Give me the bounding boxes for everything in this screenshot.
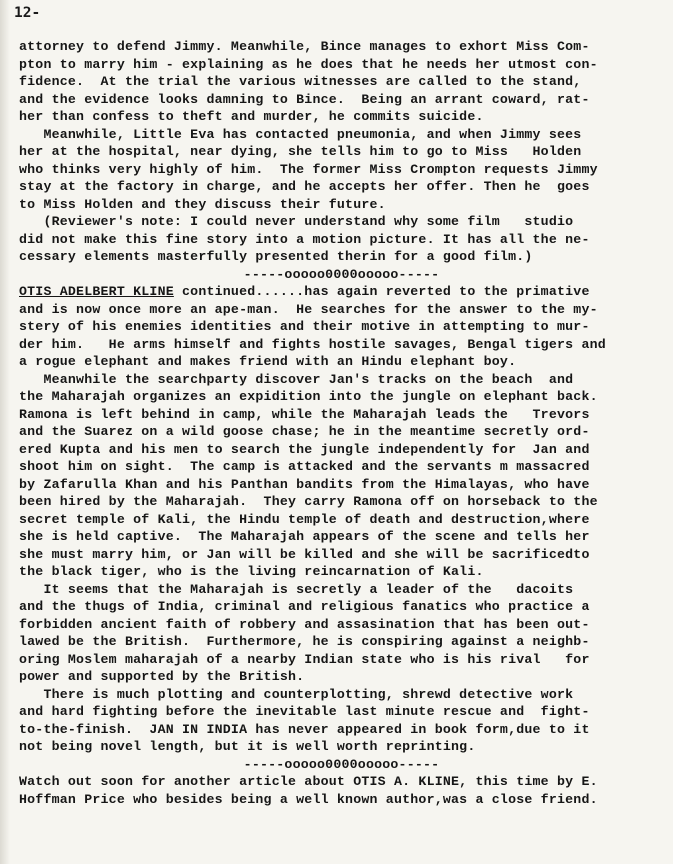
text-line: shoot him on sight. The camp is attacked and the servants m massacred bbox=[19, 459, 590, 474]
text-line: a rogue elephant and makes friend with an Hindu elephant boy. bbox=[19, 354, 517, 369]
text-line: by Zafarulla Khan and his Panthan bandits from the Himalayas, who have bbox=[19, 476, 590, 492]
text-line: Meanwhile the searchparty discover Jan's tracks on the beach and bbox=[19, 371, 574, 387]
text-line: the Maharajah organizes an expidition into the jungle on elephant back. bbox=[19, 389, 598, 404]
text-line: she must marry him, or Jan will be killed and she will be sacrificedto bbox=[19, 546, 590, 562]
text-line: and the Suarez on a wild goose chase; he in the meantime secretly ord- bbox=[19, 424, 590, 439]
text-line: not being novel length, but it is well worth reprinting. bbox=[19, 739, 476, 754]
text-line: secret temple of Kali, the Hindu temple of death and destruction,where bbox=[19, 511, 590, 527]
text-line: forbidden ancient faith of robbery and assasination that has been out- bbox=[19, 616, 590, 632]
text-line: to-the-finish. JAN IN INDIA has never appeared in book form,due to it bbox=[19, 721, 590, 737]
text-line: her than confess to theft and murder, he commits suicide. bbox=[19, 109, 484, 124]
paragraph-trial bbox=[19, 38, 664, 126]
text-line: continued......has again reverted to the primative bbox=[173, 284, 590, 299]
text-line: been hired by the Maharajah. They carry Ramona off on horseback to the bbox=[19, 494, 598, 509]
text-line: Hoffman Price who besides being a well known author,was a close friend. bbox=[19, 791, 598, 807]
text-line: ered Kupta and his men to search the jungle independently for Jan and bbox=[19, 441, 590, 457]
text-line: Ramona is left behind in camp, while the Maharajah leads the Trevors bbox=[19, 406, 590, 422]
paragraph-reviewers-note bbox=[19, 213, 664, 266]
text-line: stery of his enemies identities and their motive in attempting to mur- bbox=[19, 319, 590, 334]
paragraph-little-eva bbox=[19, 126, 664, 214]
text-line: and hard fighting before the inevitable last minute rescue and fight- bbox=[19, 704, 590, 719]
page-number: 12- bbox=[14, 5, 41, 21]
section-otis-adelbert-kline bbox=[19, 283, 664, 756]
text-line: There is much plotting and counterplotting, shrewd detective work bbox=[19, 686, 574, 702]
text-line: cessary elements masterfully presented therin for a good film.) bbox=[19, 249, 533, 264]
text-line: and is now once more an ape-man. He searches for the answer to the my- bbox=[19, 301, 598, 317]
text-line: (Reviewer's note: I could never understand why some film studio bbox=[19, 214, 574, 229]
text-line: oring Moslem maharajah of a nearby Indian state who is his rival for bbox=[19, 651, 590, 667]
text-line: the black tiger, who is the living reincarnation of Kali. bbox=[19, 564, 484, 579]
section-heading: OTIS ADELBERT KLINE bbox=[19, 284, 174, 299]
text-line: fidence. At the trial the various witnesses are called to the stand, bbox=[19, 74, 582, 89]
text-line: Watch out soon for another article about OTIS A. KLINE, this time by E. bbox=[19, 774, 598, 789]
section-first-line bbox=[19, 283, 664, 301]
text-line: to Miss Holden and they discuss their future. bbox=[19, 196, 386, 212]
closing-note bbox=[19, 773, 664, 808]
text-line: her at the hospital, near dying, she tells him to go to Miss Holden bbox=[19, 144, 582, 159]
section-separator: -----ooooo0000ooooo----- bbox=[243, 266, 440, 282]
text-line: attorney to defend Jimmy. Meanwhile, Bince manages to exhort Miss Com- bbox=[19, 39, 590, 54]
text-line: did not make this fine story into a motion picture. It has all the ne- bbox=[19, 231, 590, 247]
page-body bbox=[19, 38, 664, 808]
text-line: and the evidence looks damning to Bince. Being an arrant coward, rat- bbox=[19, 91, 590, 107]
text-line: der him. He arms himself and fights hostile savages, Bengal tigers and bbox=[19, 336, 606, 352]
text-line: power and supported by the British. bbox=[19, 669, 305, 684]
text-line: stay at the factory in charge, and he accepts her offer. Then he goes bbox=[19, 179, 590, 194]
text-line: Meanwhile, Little Eva has contacted pneumonia, and when Jimmy sees bbox=[19, 126, 582, 142]
text-line: It seems that the Maharajah is secretly a leader of the dacoits bbox=[19, 581, 574, 597]
text-line: she is held captive. The Maharajah appears of the scene and tells her bbox=[19, 529, 590, 544]
text-line: pton to marry him - explaining as he does that he needs her utmost con- bbox=[19, 56, 598, 72]
section-separator: -----ooooo0000ooooo----- bbox=[243, 756, 440, 772]
page-edge-shadow bbox=[0, 0, 10, 864]
text-line: and the thugs of India, criminal and religious fanatics who practice a bbox=[19, 599, 590, 614]
text-line: who thinks very highly of him. The former Miss Crompton requests Jimmy bbox=[19, 161, 598, 177]
text-line: lawed be the British. Furthermore, he is conspiring against a neighb- bbox=[19, 634, 590, 649]
